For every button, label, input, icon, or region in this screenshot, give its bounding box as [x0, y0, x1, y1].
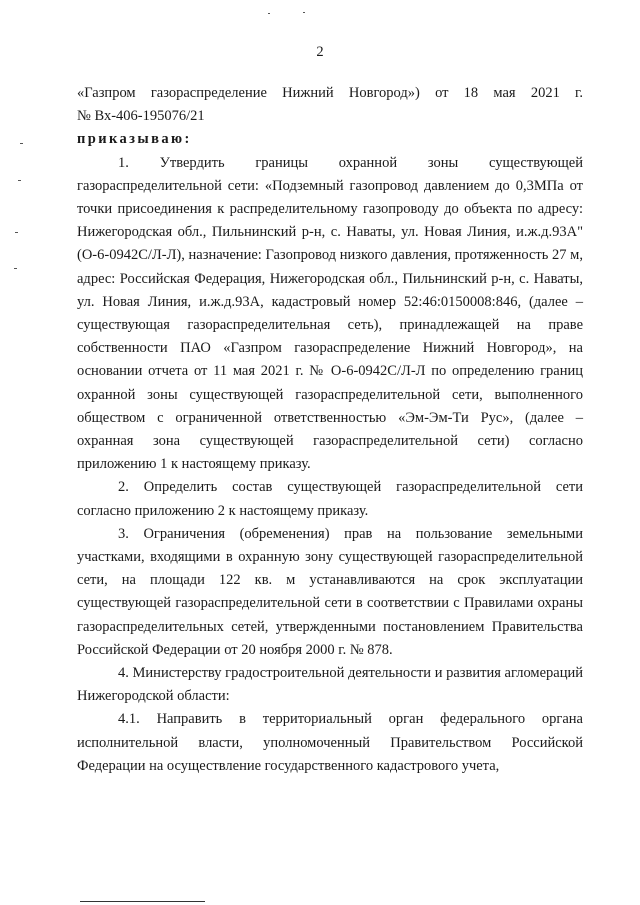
paragraph-2: 2. Определить состав существующей газораспределительной сети согласно приложению 2 к настоящему приказу.	[77, 479, 583, 519]
paragraph-4: 4. Министерству градостроительной деятельности и развития агломераций Нижегородской области:	[77, 665, 583, 705]
scan-mark	[268, 13, 270, 14]
intro-line-1: «Газпром газораспределение Нижний Новгород») от 18 мая 2021 г.	[77, 85, 583, 101]
document-body	[77, 82, 583, 778]
footnote-rule	[80, 901, 205, 902]
paragraph-4-1: 4.1. Направить в территориальный орган федерального органа исполнительной власти, уполномоченный Правительством Российской Федерации на осуществление государственного кадастрового учета,	[77, 711, 583, 774]
margin-mark	[18, 180, 21, 181]
margin-mark	[14, 268, 17, 269]
scan-mark	[303, 12, 305, 13]
page-number: 2	[316, 44, 324, 60]
paragraph-3: 3. Ограничения (обременения) прав на пользование земельными участками, входящими в охранную зону существующей газораспределительной сети, на площади 122 кв. м устанавливаются на срок эксплуатации существующей газораспределительной сети в соответствии с Правилами охраны газораспределительных сетей, утвержденными постановлением Правительства Российской Федерации от 20 ноября 2000 г. № 878.	[77, 525, 583, 658]
paragraph-1: 1. Утвердить границы охранной зоны существующей газораспределительной сети: «Подземный газопровод давлением до 0,3МПа от точки присоединения к распределительному газопроводу до объекта по адресу: Нижегородская обл., Пильнинский р-н, с. Наваты, ул. Новая Линия, и.ж.д.93А" (О-6-0942С/Л-Л), назначение: Газопровод низкого давления, протяженность 27 м, адрес: Российская Федерация, Нижегородская обл., Пильнинский р-н, с. Наваты, ул. Новая Линия, и.ж.д.93А, кадастровый номер 52:46:0150008:846, (далее – существующая газораспределительная сеть), принадлежащей на праве собственности ПАО «Газпром газораспределение Нижний Новгород», на основании отчета от 11 мая 2021 г. № О-6-0942С/Л-Л по определению границ охранной зоны существующей газораспределительной сети, выполненного обществом с ограниченной ответственностью «Эм-Эм-Ти Рус», (далее – охранная зона существующей газораспределительной сети) согласно приложению 1 к настоящему приказу.	[77, 154, 583, 473]
margin-mark	[20, 143, 23, 144]
orders-word: приказываю:	[77, 131, 192, 148]
margin-mark	[15, 232, 18, 233]
intro-line-2: № Вх-406-195076/21	[77, 108, 205, 125]
